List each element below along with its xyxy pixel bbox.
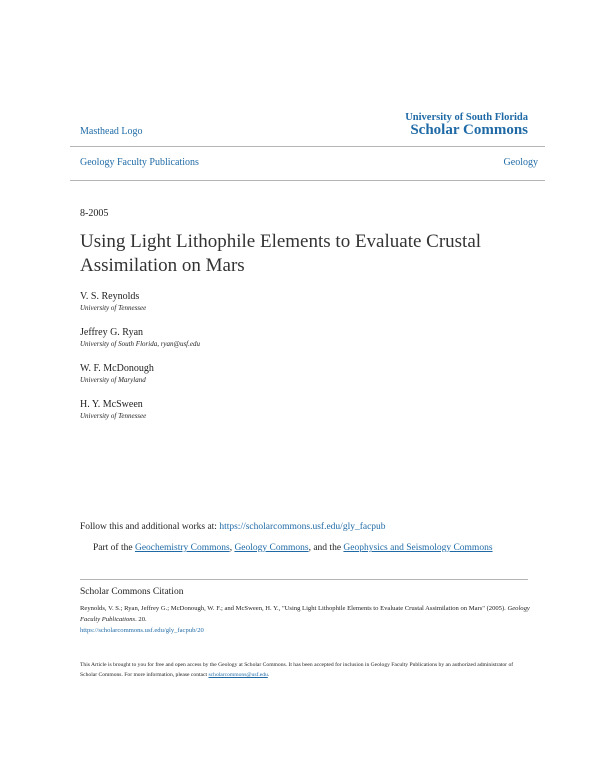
author-entry	[80, 398, 200, 421]
contact-email-link[interactable]: scholarcommons@usf.edu	[208, 672, 268, 678]
citation-journal: Geology Faculty Publications	[80, 605, 530, 623]
author-entry	[80, 326, 200, 349]
part-of-separator: ,	[229, 543, 235, 553]
publication-date: 8-2005	[80, 208, 109, 219]
geophysics-seismology-commons-link[interactable]: Geophysics and Seismology Commons	[343, 543, 493, 553]
part-of-prefix: Part of the	[93, 543, 135, 553]
citation-body	[80, 603, 530, 636]
author-affiliation: University of Tennessee	[80, 304, 147, 312]
university-name: University of South Florida	[405, 112, 528, 123]
geology-commons-link[interactable]: Geology Commons	[234, 543, 309, 553]
article-title: Using Light Lithophile Elements to Evaluate Crustal Assimilation on Mars	[80, 231, 482, 276]
citation-text: Reynolds, V. S.; Ryan, Jeffrey G.; McDonough, W. F.; and McSween, H. Y., "Using Light Lithophile Elements to Evaluate Crustal Assimilation on Mars" (2005).	[80, 605, 508, 612]
divider	[80, 579, 528, 580]
follow-link[interactable]: https://scholarcommons.usf.edu/gly_facpub	[219, 522, 386, 532]
author-name: Jeffrey G. Ryan	[80, 327, 144, 338]
author-affiliation: University of South Florida, ryan@usf.edu	[80, 340, 200, 348]
divider	[70, 180, 545, 181]
citation-number: . 20.	[135, 616, 147, 623]
author-affiliation: University of Tennessee	[80, 412, 147, 420]
author-entry	[80, 362, 200, 385]
masthead-logo[interactable]: Masthead Logo	[80, 126, 143, 137]
follow-line	[80, 522, 386, 532]
author-affiliation: University of Maryland	[80, 376, 146, 384]
collection-link[interactable]: Geology Faculty Publications	[80, 157, 199, 168]
citation-url[interactable]: https://scholarcommons.usf.edu/gly_facpub/20	[80, 627, 204, 634]
repository-name: Scholar Commons	[410, 122, 528, 138]
geochemistry-commons-link[interactable]: Geochemistry Commons	[134, 543, 230, 553]
part-of-line	[80, 541, 540, 555]
footer-note	[80, 660, 530, 680]
citation-heading: Scholar Commons Citation	[80, 587, 184, 597]
author-name: W. F. McDonough	[80, 363, 154, 374]
divider	[70, 146, 545, 147]
part-of-separator: , and the	[308, 543, 344, 553]
author-name: V. S. Reynolds	[80, 291, 140, 302]
author-list	[80, 290, 200, 434]
divider	[80, 652, 528, 653]
follow-text: Follow this and additional works at:	[80, 522, 220, 532]
author-entry	[80, 290, 200, 313]
footer-end: .	[267, 672, 270, 678]
repository-brand[interactable]	[405, 112, 528, 139]
department-link[interactable]: Geology	[503, 157, 538, 168]
author-name: H. Y. McSween	[80, 399, 143, 410]
footer-text: This Article is brought to you for free and open access by the Geology at Scholar Commons. It has been accepted for inclusion in Geology Faculty Publications by an authorized administrator of Scholar Commons. For more information, please contact	[80, 662, 514, 678]
